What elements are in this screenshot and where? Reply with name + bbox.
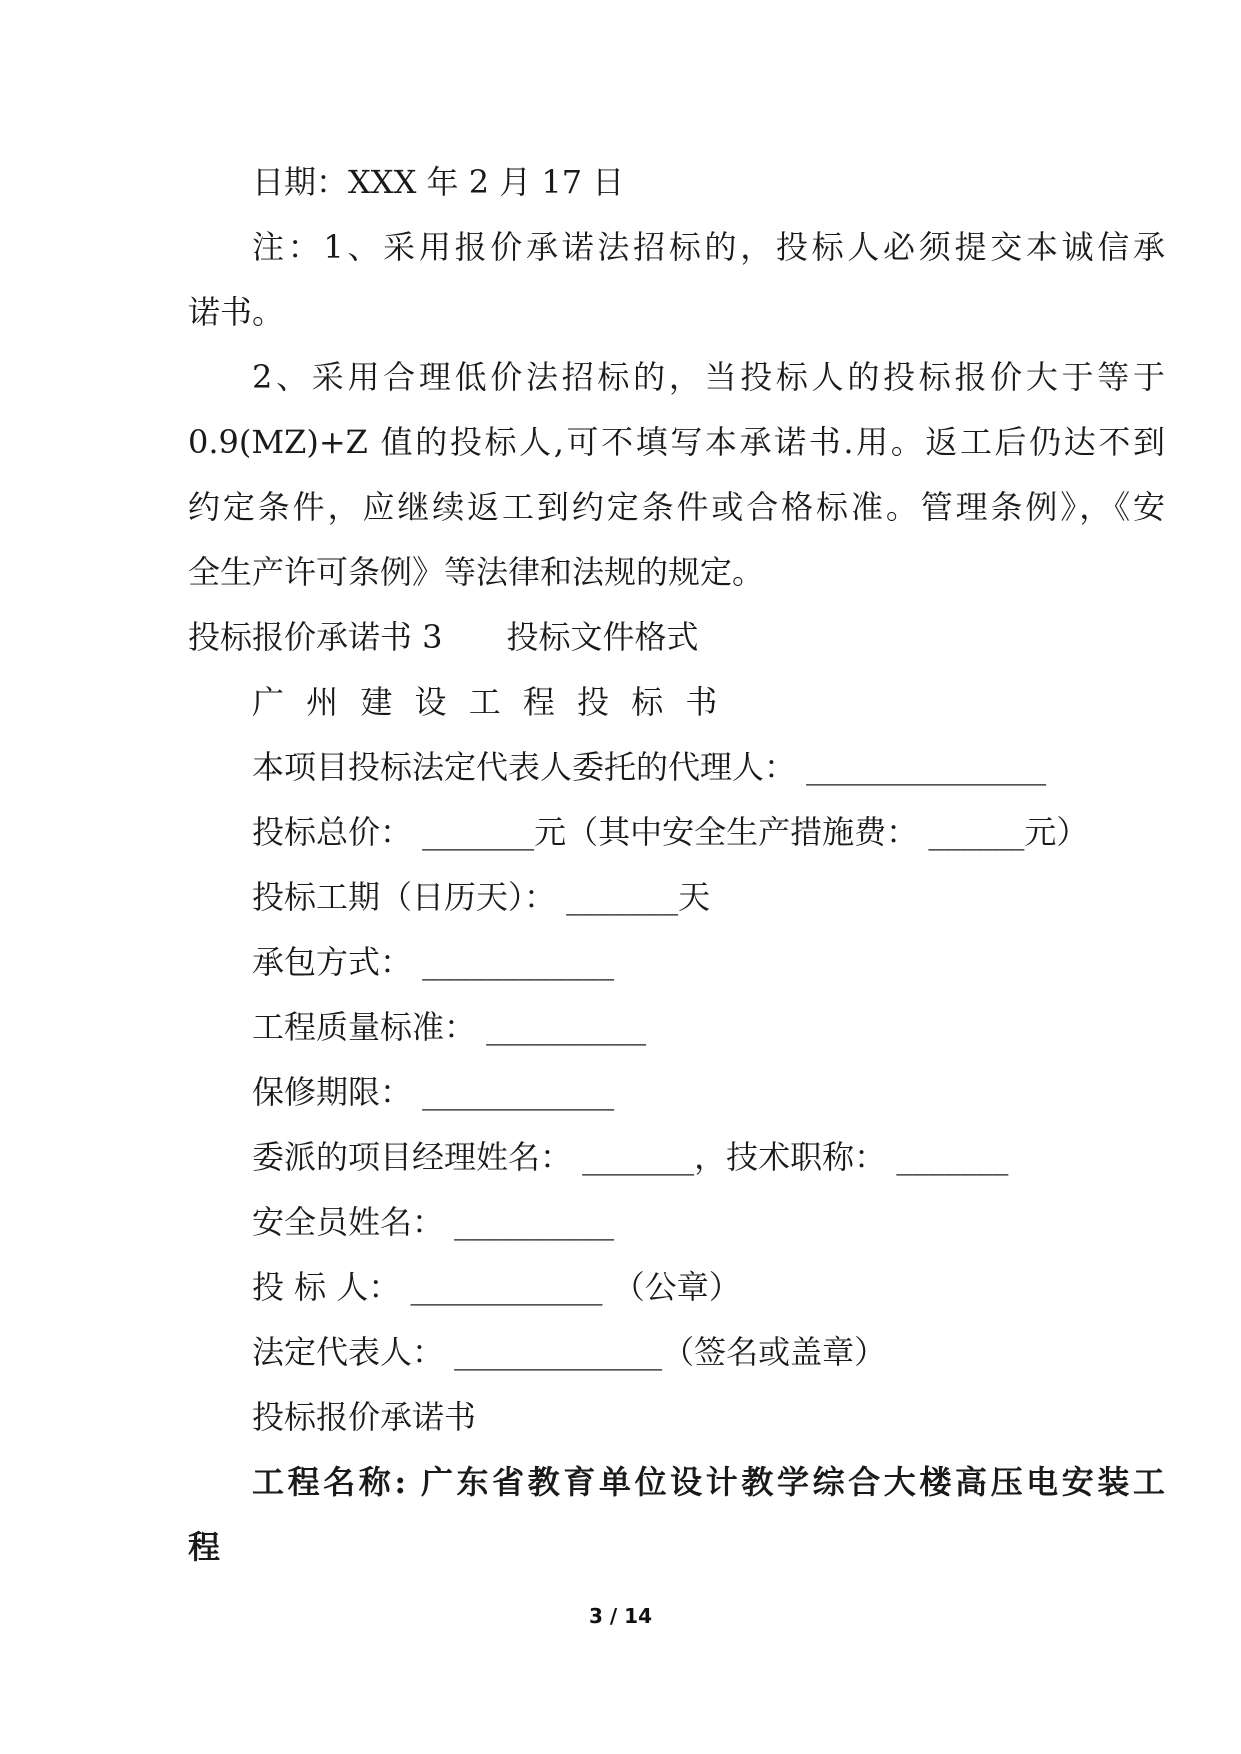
text-line: 本项目投标法定代表人委托的代理人： _______________ — [252, 748, 1047, 786]
document-body — [188, 150, 1165, 1580]
text-line: 诺书。 — [188, 293, 285, 331]
text-line: 工程质量标准： __________ — [252, 1008, 647, 1046]
text-line: 投 标 人： ____________ （公章） — [252, 1268, 741, 1306]
text-line: 保修期限： ____________ — [252, 1073, 615, 1111]
text-line: 注：1、采用报价承诺法招标的，投标人必须提交本诚信承 — [252, 228, 1165, 266]
text-line: 工程名称: 广东省教育单位设计教学综合大楼高压电安装工 — [252, 1463, 1165, 1501]
text-line: 投标报价承诺书 3 投标文件格式 — [188, 618, 699, 656]
text-line: 投标总价： _______元（其中安全生产措施费： ______元） — [252, 813, 1089, 851]
text-line: 约定条件，应继续返工到约定条件或合格标准。管理条例》，《安 — [188, 488, 1165, 526]
text-line: 投标工期（日历天）： _______天 — [252, 878, 711, 916]
text-line: 安全员姓名： __________ — [252, 1203, 615, 1241]
text-line: 0.9(MZ)+Z 值的投标人,可不填写本承诺书.用。返工后仍达不到 — [188, 423, 1165, 461]
text-line: 委派的项目经理姓名： _______，技术职称： _______ — [252, 1138, 1009, 1176]
text-line: 全生产许可条例》等法律和法规的规定。 — [188, 553, 765, 591]
text-line: 程 — [188, 1528, 221, 1566]
text-line: 2、采用合理低价法招标的，当投标人的投标报价大于等于 — [252, 358, 1165, 396]
page-number: 3 / 14 — [589, 1604, 652, 1628]
text-line: 广 州 建 设 工 程 投 标 书 — [252, 683, 724, 721]
text-line: 日期：XXX 年 2 月 17 日 — [252, 163, 625, 201]
text-line: 承包方式： ____________ — [252, 943, 615, 981]
text-line: 投标报价承诺书 — [252, 1398, 477, 1436]
text-line: 法定代表人： _____________（签名或盖章） — [252, 1333, 887, 1371]
